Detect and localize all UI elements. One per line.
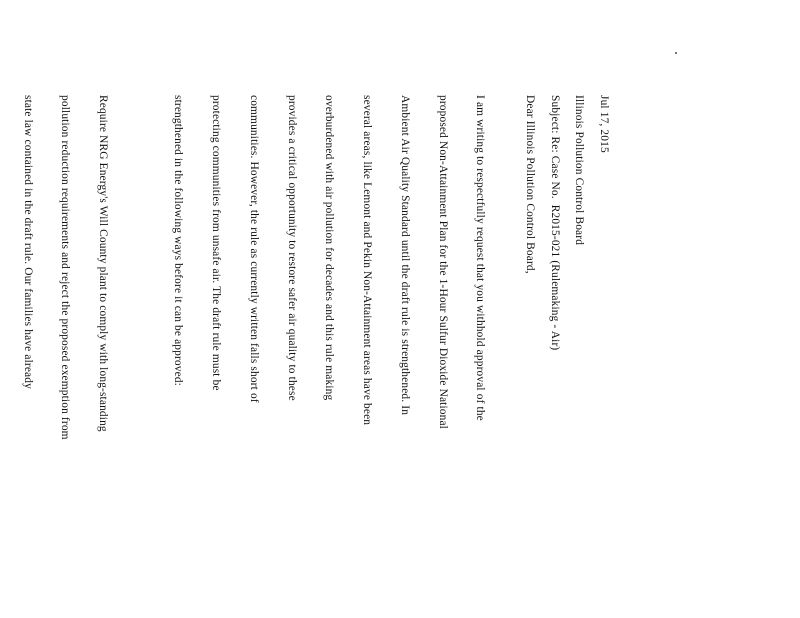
text-line: state law contained in the draft rule. Our families have already [21, 95, 34, 389]
text-line: several areas, like Lemont and Pekin Non-Attainment areas have been [361, 95, 374, 426]
text-line: pollution reduction requirements and reject the proposed exemption from [59, 95, 72, 440]
rotated-letter [0, 95, 610, 615]
letter-salutation: Dear Illinois Pollution Control Board, [524, 95, 537, 274]
text-line: strengthened in the following ways before it can be approved: [172, 95, 185, 386]
paragraph-2 [0, 95, 134, 615]
paragraph-1 [146, 95, 511, 615]
text-line: provides a critical opportunity to restore safer air quality to these [285, 95, 298, 401]
letter-recipient: Illinois Pollution Control Board [573, 95, 586, 246]
text-line: I am writing to respectfully request that you withhold approval of the [474, 95, 487, 421]
text-line: communities. However, the rule as currently written falls short of [247, 95, 260, 403]
text-line: Ambient Air Quality Standard until the draft rule is strengthened. In [398, 95, 411, 416]
scan-speck [675, 52, 677, 54]
letter-date: Jul 17, 2015 [598, 95, 610, 153]
text-line: protecting communities from unsafe air. The draft rule must be [209, 95, 222, 391]
text-line: proposed Non-Attainment Plan for the 1-Hour Sulfur Dioxide National [436, 95, 449, 429]
text-line: overburdened with air pollution for decades and this rule making [323, 95, 336, 401]
letter-subject: Subject: Re: Case No. R2015-021 (Rulemaking - Air) [548, 95, 561, 351]
text-line: Require NRG Energy's Will County plant to comply with long-standing [97, 95, 110, 432]
